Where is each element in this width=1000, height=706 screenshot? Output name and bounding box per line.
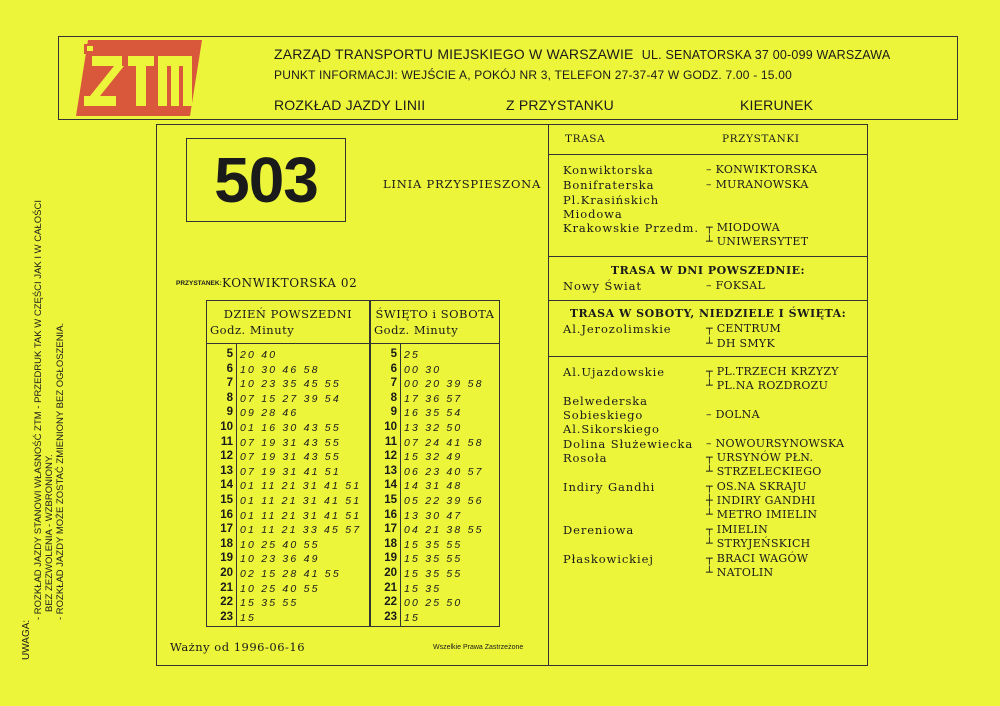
notice-line: - ROZKŁAD JAZDY MOŻE ZOSTAĆ ZMIENIONY BEZ OGŁOSZENIA.	[55, 322, 66, 620]
label-from-stop: Z PRZYSTANKU	[506, 97, 614, 113]
info-line: PUNKT INFORMACJI: WEJŚCIE A, POKÓJ NR 3, TELEFON 27-37-47 W GODZ. 7.00 - 15.00	[274, 68, 792, 82]
minutes-cell: 17 36 57	[404, 392, 463, 405]
minutes-cell: 15 35 55	[404, 568, 463, 580]
hour-cell: 16	[384, 508, 397, 521]
minutes-cell: 04 21 38 55	[404, 524, 484, 537]
route-stop: ┴ DH SMYK	[706, 337, 776, 350]
hour-cell: 20	[220, 567, 233, 579]
hour-cell: 19	[384, 552, 397, 565]
hour-cell: 6	[226, 362, 233, 375]
hour-cell: 21	[384, 581, 397, 594]
route-stop: – KONWIKTORSKA	[706, 163, 818, 176]
route-stop: – FOKSAL	[706, 279, 766, 292]
minutes-cell: 02 15 28 41 55	[240, 568, 341, 580]
label-schedule: ROZKŁAD JAZDY LINII	[274, 97, 426, 113]
hour-cell: 11	[384, 435, 397, 448]
org-address: UL. SENATORSKA 37 00-099 WARSZAWA	[641, 48, 891, 62]
hour-cell: 7	[390, 377, 397, 390]
minutes-cell: 07 19 31 41 51	[240, 465, 341, 478]
hour-cell: 5	[226, 348, 233, 360]
route-stop: ┴ STRZELECKIEGO	[706, 465, 822, 478]
stop-label: PRZYSTANEK:	[176, 280, 222, 287]
minutes-cell: 07 24 41 58	[404, 436, 484, 449]
minutes-cell: 15 35 55	[404, 553, 463, 566]
hour-cell: 22	[384, 596, 397, 609]
hour-cell: 7	[226, 377, 233, 390]
minutes-cell: 15 35 55	[404, 538, 463, 551]
route-stop: ┴ NATOLIN	[706, 566, 774, 579]
route-header: TRASA	[565, 133, 606, 145]
minutes-cell: 15	[404, 611, 421, 624]
minutes-cell: 25	[404, 349, 421, 361]
minutes-cell: 01 11 21 31 41 51	[240, 495, 362, 507]
hour-cell: 19	[220, 552, 233, 565]
route-stop: ┬ BRACI WAGÓW	[706, 552, 809, 565]
route-stop: ┴ METRO IMIELIN	[706, 508, 818, 521]
minutes-cell: 01 16 30 43 55	[240, 422, 341, 434]
minutes-cell: 01 11 21 33 45 57	[240, 524, 362, 537]
hour-cell: 11	[220, 435, 233, 448]
hour-cell: 5	[390, 348, 397, 360]
hour-cell: 23	[220, 610, 233, 623]
weekday-title: DZIEŃ POWSZEDNI	[223, 307, 353, 321]
route-street: Al.Sikorskiego	[563, 422, 660, 436]
weekday-col-header: Godz. Minuty	[210, 323, 295, 337]
route-street: Al.Ujazdowskie	[563, 365, 665, 379]
hour-cell: 20	[384, 567, 397, 579]
hour-cell: 23	[384, 610, 397, 623]
minutes-cell: 10 25 40 55	[240, 582, 320, 595]
route-street: Konwiktorska	[563, 163, 654, 177]
route-street: Al.Jerozolimskie	[563, 322, 672, 336]
ztm-logo	[70, 40, 202, 116]
route-street: Rosoła	[563, 451, 608, 465]
hour-cell: 6	[390, 362, 397, 375]
minutes-cell: 10 25 40 55	[240, 538, 320, 551]
stops-header: PRZYSTANKI	[722, 133, 800, 145]
stop-name: KONWIKTORSKA 02	[222, 276, 358, 290]
minutes-cell: 01 11 21 31 41 51	[240, 480, 362, 493]
weekend-title: ŚWIĘTO i SOBOTA	[375, 307, 495, 321]
route-stop: ┬ URSYNÓW PŁN.	[706, 451, 814, 464]
hour-cell: 14	[384, 479, 397, 492]
hour-cell: 15	[384, 494, 397, 506]
route-stop: ┴ STRYJEŃSKICH	[706, 537, 811, 550]
minutes-cell: 13 32 50	[404, 422, 463, 434]
minutes-cell: 09 28 46	[240, 407, 299, 420]
weekend-timetable	[370, 300, 500, 627]
route-stop: ┬ OS.NA SKRAJU	[706, 480, 807, 493]
minutes-cell: 15 35 55	[240, 597, 299, 610]
route-street: Dolina Służewiecka	[563, 437, 694, 451]
hour-cell: 14	[220, 479, 233, 492]
hour-cell: 15	[220, 494, 233, 506]
hour-cell: 16	[220, 508, 233, 521]
weekend-route-section: TRASA W SOBOTY, NIEDZIELE I ŚWIĘTA:	[569, 307, 847, 320]
hour-cell: 17	[384, 523, 397, 536]
hour-cell: 12	[384, 450, 397, 463]
notice-title: UWAGA:	[21, 619, 32, 660]
notice-line: - ROZKŁAD JAZDY STANOWI WŁASNOŚĆ ZTM - PRZEDRUK TAK W CZĘŚCI JAK I W CAŁOŚCI	[33, 200, 44, 620]
minutes-cell: 00 20 39 58	[404, 378, 484, 391]
notice-line: BEZ ZEZWOLENIA - WZBRONIONY.	[44, 454, 55, 612]
minutes-cell: 15 32 49	[404, 451, 463, 464]
minutes-cell: 15	[240, 611, 257, 624]
minutes-cell: 10 23 35 45 55	[240, 378, 341, 391]
route-stop: ┬ IMIELIN	[706, 523, 769, 536]
minutes-cell: 20 40	[240, 349, 278, 361]
minutes-cell: 05 22 39 56	[404, 495, 484, 507]
valid-from: Ważny od 1996-06-16	[170, 640, 306, 654]
minutes-cell: 10 23 36 49	[240, 553, 320, 566]
rights-notice: Wszelkie Prawa Zastrzeżone	[433, 644, 524, 651]
hour-cell: 8	[390, 391, 397, 404]
route-stop: ┬ CENTRUM	[706, 322, 782, 335]
minutes-cell: 00 30	[404, 363, 442, 376]
line-type: LINIA PRZYSPIESZONA	[383, 177, 542, 191]
weekday-route-section: TRASA W DNI POWSZEDNIE:	[610, 264, 806, 277]
minutes-cell: 00 25 50	[404, 597, 463, 610]
route-stop: – DOLNA	[706, 408, 760, 421]
minutes-cell: 15 35	[404, 582, 442, 595]
route-stop: ┬ PL.TRZECH KRZYZY	[706, 365, 839, 378]
minutes-cell: 13 30 47	[404, 509, 463, 522]
route-street: Dereniowa	[563, 523, 635, 537]
route-street: Nowy Świat	[563, 279, 642, 293]
route-stop: ┴ UNIWERSYTET	[706, 235, 809, 248]
route-street: Sobieskiego	[563, 408, 644, 422]
route-street: Belwederska	[563, 394, 648, 408]
hour-cell: 17	[220, 523, 233, 536]
hour-cell: 10	[220, 421, 233, 433]
route-stop: – MURANOWSKA	[706, 178, 809, 191]
weekend-col-header: Godz. Minuty	[374, 323, 459, 337]
minutes-cell: 07 19 31 43 55	[240, 451, 341, 464]
route-stop: – NOWOURSYNOWSKA	[706, 437, 845, 450]
hour-cell: 9	[226, 406, 233, 419]
hour-cell: 18	[384, 537, 397, 550]
route-street: Bonifraterska	[563, 178, 655, 192]
hour-cell: 9	[390, 406, 397, 419]
hour-cell: 12	[220, 450, 233, 463]
hour-cell: 21	[220, 581, 233, 594]
route-stop: ┴ PL.NA ROZDROZU	[706, 379, 829, 392]
main-divider	[548, 124, 549, 666]
route-street: Pl.Krasińskich	[563, 193, 659, 207]
hour-cell: 13	[220, 464, 233, 477]
route-street: Płaskowickiej	[563, 552, 654, 566]
route-stop: ┬ MIODOWA	[706, 221, 780, 234]
minutes-cell: 07 15 27 39 54	[240, 392, 341, 405]
minutes-cell: 16 35 54	[404, 407, 463, 420]
route-street: Krakowskie Przedm.	[563, 221, 699, 235]
route-street: Miodowa	[563, 207, 623, 221]
minutes-cell: 10 30 46 58	[240, 363, 320, 376]
minutes-cell: 07 19 31 43 55	[240, 436, 341, 449]
minutes-cell: 06 23 40 57	[404, 465, 484, 478]
hour-cell: 10	[384, 421, 397, 433]
route-street: Indiry Gandhi	[563, 480, 656, 494]
hour-cell: 22	[220, 596, 233, 609]
hour-cell: 13	[384, 464, 397, 477]
line-number: 503	[186, 138, 346, 222]
weekday-timetable	[206, 300, 370, 627]
hour-cell: 18	[220, 537, 233, 550]
label-direction: KIERUNEK	[740, 97, 814, 113]
route-stop: ┼ INDIRY GANDHI	[706, 494, 816, 507]
hour-cell: 8	[226, 391, 233, 404]
minutes-cell: 14 31 48	[404, 480, 463, 493]
minutes-cell: 01 11 21 31 41 51	[240, 509, 362, 522]
org-line: ZARZĄD TRANSPORTU MIEJSKIEGO W WARSZAWIE UL. SENATORSKA 37 00-099 WARSZAWA	[274, 46, 891, 62]
